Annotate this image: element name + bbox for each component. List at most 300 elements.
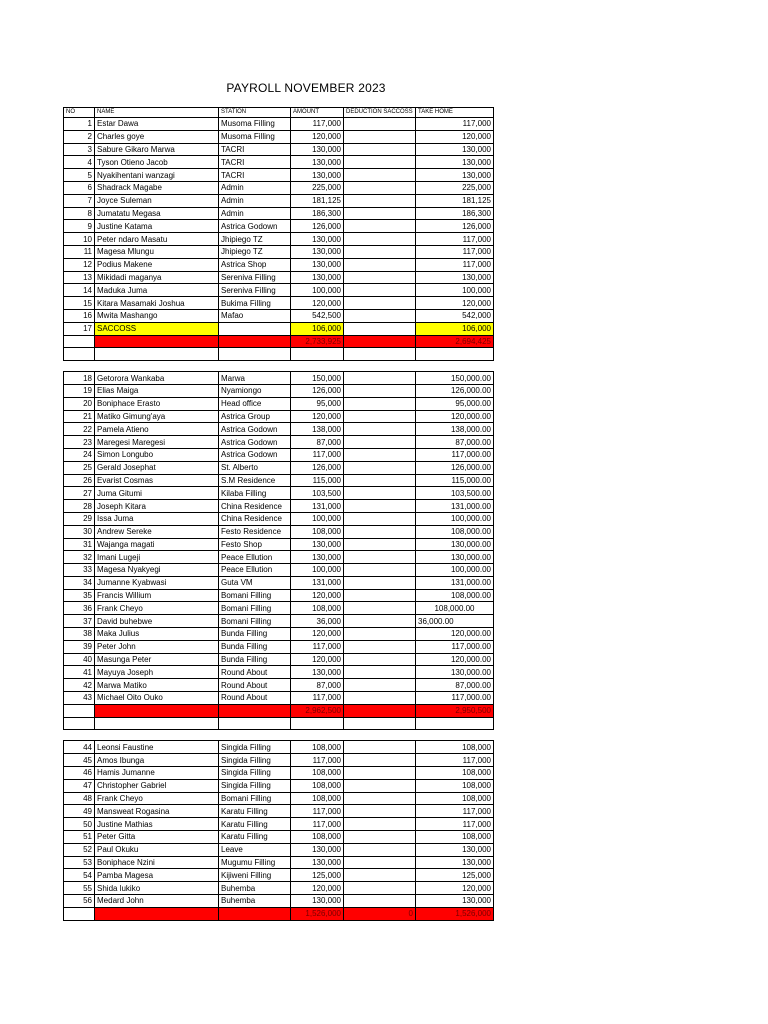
cell-station: Singida Filling: [219, 754, 291, 767]
cell-name: Masunga Peter: [95, 653, 219, 666]
blank-cell: [219, 717, 291, 730]
cell-no: 19: [64, 384, 95, 397]
cell-amount: 130,000: [291, 233, 344, 246]
table-row: [64, 461, 494, 474]
cell-station: Jhipiego TZ: [219, 245, 291, 258]
cell-amount: 120,000: [291, 130, 344, 143]
cell-name: Justine Katama: [95, 220, 219, 233]
cell-name: Mayuya Joseph: [95, 666, 219, 679]
cell-amount: 138,000: [291, 423, 344, 436]
cell-take-home: 108,000.00: [416, 589, 494, 602]
cell-deduction: [344, 805, 416, 818]
cell-take-home: 106,000: [416, 322, 494, 335]
cell-amount: 120,000: [291, 882, 344, 895]
total-take-home: 2,950,500: [416, 704, 494, 717]
cell-amount: 100,000: [291, 284, 344, 297]
cell-amount: 120,000: [291, 410, 344, 423]
cell-take-home: 130,000: [416, 143, 494, 156]
cell-amount: 130,000: [291, 895, 344, 908]
cell-amount: 130,000: [291, 156, 344, 169]
table-row: [64, 551, 494, 564]
cell-name: Imani Lugeji: [95, 551, 219, 564]
cell-no: 38: [64, 628, 95, 641]
cell-name: Nyakihentani wanzagi: [95, 169, 219, 182]
table-row: [64, 207, 494, 220]
cell-station: Bomani Filling: [219, 602, 291, 615]
cell-name: Maka Julius: [95, 628, 219, 641]
cell-amount: 103,500: [291, 487, 344, 500]
total-station-cell: [219, 335, 291, 348]
cell-name: Sabure Gikaro Marwa: [95, 143, 219, 156]
cell-take-home: 542,000: [416, 309, 494, 322]
table-row: [64, 143, 494, 156]
cell-name: Christopher Gabriel: [95, 779, 219, 792]
cell-name: David buhebwe: [95, 615, 219, 628]
table-row: [64, 538, 494, 551]
spacer-row: [64, 361, 494, 372]
cell-deduction: [344, 653, 416, 666]
cell-take-home: 130,000: [416, 856, 494, 869]
cell-deduction: [344, 500, 416, 513]
cell-deduction: [344, 754, 416, 767]
table-row: [64, 628, 494, 641]
cell-amount: 225,000: [291, 181, 344, 194]
cell-no: 24: [64, 448, 95, 461]
cell-take-home: 95,000.00: [416, 397, 494, 410]
cell-deduction: [344, 448, 416, 461]
blank-row: [64, 348, 494, 361]
cell-deduction: [344, 297, 416, 310]
table-row: [64, 653, 494, 666]
cell-no: 25: [64, 461, 95, 474]
cell-take-home: 108,000.00: [416, 602, 494, 615]
cell-name: Pamba Magesa: [95, 869, 219, 882]
cell-amount: 36,000: [291, 615, 344, 628]
cell-take-home: 117,000.00: [416, 640, 494, 653]
cell-name: Peter Gitta: [95, 831, 219, 844]
spacer-cell: [64, 730, 494, 741]
cell-station: Peace Ellution: [219, 564, 291, 577]
cell-name: Maduka Juma: [95, 284, 219, 297]
cell-name: Gerald Josephat: [95, 461, 219, 474]
cell-station: TACRI: [219, 143, 291, 156]
table-row: [64, 805, 494, 818]
cell-no: 35: [64, 589, 95, 602]
cell-amount: 108,000: [291, 792, 344, 805]
cell-name: Amos Ibunga: [95, 754, 219, 767]
table-row: [64, 615, 494, 628]
cell-deduction: [344, 194, 416, 207]
cell-no: 30: [64, 525, 95, 538]
cell-deduction: [344, 767, 416, 780]
cell-amount: 108,000: [291, 741, 344, 754]
cell-deduction: [344, 512, 416, 525]
cell-take-home: 103,500.00: [416, 487, 494, 500]
cell-station: TACRI: [219, 156, 291, 169]
cell-name: Pamela Atieno: [95, 423, 219, 436]
cell-deduction: [344, 258, 416, 271]
cell-take-home: 120,000: [416, 882, 494, 895]
total-station-cell: [219, 704, 291, 717]
cell-no: 47: [64, 779, 95, 792]
table-row: [64, 564, 494, 577]
table-row: [64, 220, 494, 233]
cell-station: [219, 322, 291, 335]
cell-deduction: [344, 679, 416, 692]
cell-station: Astrica Godown: [219, 423, 291, 436]
table-row: [64, 640, 494, 653]
cell-station: Astrica Godown: [219, 436, 291, 449]
cell-take-home: 130,000: [416, 271, 494, 284]
cell-station: Musoma Filling: [219, 118, 291, 131]
spacer-cell: [64, 361, 494, 372]
cell-take-home: 181,125: [416, 194, 494, 207]
cell-station: Festo Shop: [219, 538, 291, 551]
header-no: NO: [64, 108, 95, 118]
table-row: [64, 779, 494, 792]
table-row: [64, 118, 494, 131]
cell-name: Simon Longubo: [95, 448, 219, 461]
cell-amount: 150,000: [291, 372, 344, 385]
total-name-cell: [95, 907, 219, 920]
cell-name: Tyson Otieno Jacob: [95, 156, 219, 169]
cell-no: 53: [64, 856, 95, 869]
cell-take-home: 125,000: [416, 869, 494, 882]
table-row: [64, 576, 494, 589]
total-take-home: 2,694,425: [416, 335, 494, 348]
cell-deduction: [344, 410, 416, 423]
cell-amount: 117,000: [291, 818, 344, 831]
cell-amount: 108,000: [291, 779, 344, 792]
cell-station: Round About: [219, 666, 291, 679]
cell-take-home: 108,000: [416, 792, 494, 805]
table-row: [64, 181, 494, 194]
cell-deduction: [344, 487, 416, 500]
cell-deduction: [344, 169, 416, 182]
cell-station: Bunda Filling: [219, 653, 291, 666]
table-row: [64, 156, 494, 169]
total-no-cell: [64, 907, 95, 920]
cell-station: Round About: [219, 692, 291, 705]
cell-no: 45: [64, 754, 95, 767]
cell-amount: 117,000: [291, 754, 344, 767]
table-row: [64, 792, 494, 805]
cell-deduction: [344, 692, 416, 705]
table-row: [64, 856, 494, 869]
cell-no: 1: [64, 118, 95, 131]
cell-amount: 130,000: [291, 143, 344, 156]
cell-station: Bomani Filling: [219, 792, 291, 805]
table-row: [64, 384, 494, 397]
table-row: [64, 500, 494, 513]
cell-name: Jumatatu Megasa: [95, 207, 219, 220]
cell-amount: 542,500: [291, 309, 344, 322]
cell-take-home: 186,300: [416, 207, 494, 220]
cell-station: Astrica Godown: [219, 448, 291, 461]
cell-take-home: 126,000: [416, 220, 494, 233]
cell-no: 20: [64, 397, 95, 410]
cell-no: 28: [64, 500, 95, 513]
cell-no: 44: [64, 741, 95, 754]
cell-station: Admin: [219, 181, 291, 194]
cell-station: Peace Ellution: [219, 551, 291, 564]
table-row: [64, 410, 494, 423]
cell-take-home: 100,000.00: [416, 564, 494, 577]
cell-amount: 117,000: [291, 640, 344, 653]
cell-no: 7: [64, 194, 95, 207]
cell-no: 6: [64, 181, 95, 194]
cell-take-home: 108,000: [416, 831, 494, 844]
cell-station: Singida Filling: [219, 767, 291, 780]
cell-take-home: 36,000.00: [416, 615, 494, 628]
table-row: [64, 271, 494, 284]
cell-name: Mansweat Rogasina: [95, 805, 219, 818]
cell-station: Sereniva Filling: [219, 284, 291, 297]
cell-no: 56: [64, 895, 95, 908]
cell-take-home: 108,000: [416, 779, 494, 792]
cell-no: 3: [64, 143, 95, 156]
cell-no: 21: [64, 410, 95, 423]
cell-station: Kijiweni Filling: [219, 869, 291, 882]
cell-station: Buhemba: [219, 895, 291, 908]
total-no-cell: [64, 335, 95, 348]
cell-station: Jhipiego TZ: [219, 233, 291, 246]
cell-no: 36: [64, 602, 95, 615]
cell-station: China Residence: [219, 500, 291, 513]
cell-name: Shida lukiko: [95, 882, 219, 895]
cell-name: Hamis Jumanne: [95, 767, 219, 780]
cell-amount: 95,000: [291, 397, 344, 410]
cell-deduction: [344, 666, 416, 679]
cell-name: Juma Gitumi: [95, 487, 219, 500]
cell-deduction: [344, 602, 416, 615]
blank-cell: [64, 717, 95, 730]
cell-amount: 126,000: [291, 384, 344, 397]
cell-amount: 130,000: [291, 258, 344, 271]
total-amount: 1,526,000: [291, 907, 344, 920]
header-station: STATION: [219, 108, 291, 118]
cell-station: St. Alberto: [219, 461, 291, 474]
cell-take-home: 108,000: [416, 741, 494, 754]
cell-take-home: 130,000: [416, 169, 494, 182]
cell-station: Round About: [219, 679, 291, 692]
table-row: [64, 436, 494, 449]
cell-no: 40: [64, 653, 95, 666]
cell-amount: 117,000: [291, 692, 344, 705]
cell-name: Elias Maiga: [95, 384, 219, 397]
cell-no: 37: [64, 615, 95, 628]
cell-deduction: [344, 436, 416, 449]
cell-name: Peter John: [95, 640, 219, 653]
table-row: [64, 194, 494, 207]
cell-amount: 130,000: [291, 843, 344, 856]
cell-deduction: [344, 818, 416, 831]
cell-station: Mafao: [219, 309, 291, 322]
cell-station: Bunda Filling: [219, 628, 291, 641]
cell-name: Evarist Cosmas: [95, 474, 219, 487]
table-row: [64, 284, 494, 297]
cell-take-home: 117,000: [416, 818, 494, 831]
cell-no: 11: [64, 245, 95, 258]
cell-take-home: 130,000: [416, 843, 494, 856]
cell-station: Marwa: [219, 372, 291, 385]
cell-deduction: [344, 233, 416, 246]
cell-name: Paul Okuku: [95, 843, 219, 856]
table-row: [64, 869, 494, 882]
cell-deduction: [344, 156, 416, 169]
cell-station: Sereniva Filling: [219, 271, 291, 284]
header-name: NAME: [95, 108, 219, 118]
cell-amount: 100,000: [291, 512, 344, 525]
table-row: [64, 423, 494, 436]
cell-amount: 115,000: [291, 474, 344, 487]
table-row: [64, 372, 494, 385]
cell-take-home: 120,000.00: [416, 628, 494, 641]
cell-amount: 108,000: [291, 831, 344, 844]
total-name-cell: [95, 335, 219, 348]
cell-take-home: 117,000: [416, 233, 494, 246]
cell-deduction: [344, 372, 416, 385]
table-row: [64, 397, 494, 410]
cell-amount: 108,000: [291, 602, 344, 615]
cell-station: S.M Residence: [219, 474, 291, 487]
cell-deduction: [344, 538, 416, 551]
total-station-cell: [219, 907, 291, 920]
cell-no: 14: [64, 284, 95, 297]
cell-no: 54: [64, 869, 95, 882]
cell-take-home: 117,000.00: [416, 448, 494, 461]
cell-name: Magesa Nyakyegi: [95, 564, 219, 577]
cell-deduction: [344, 423, 416, 436]
table-row: [64, 602, 494, 615]
blank-cell: [344, 717, 416, 730]
cell-deduction: [344, 525, 416, 538]
cell-deduction: [344, 397, 416, 410]
section-total-row: [64, 704, 494, 717]
cell-take-home: 108,000.00: [416, 525, 494, 538]
table-row: [64, 309, 494, 322]
cell-station: Kilaba Filling: [219, 487, 291, 500]
cell-take-home: 100,000: [416, 284, 494, 297]
cell-take-home: 117,000: [416, 258, 494, 271]
cell-no: 32: [64, 551, 95, 564]
cell-name: Francis Willium: [95, 589, 219, 602]
cell-no: 16: [64, 309, 95, 322]
table-row: [64, 474, 494, 487]
cell-deduction: [344, 576, 416, 589]
cell-deduction: [344, 741, 416, 754]
cell-take-home: 131,000.00: [416, 576, 494, 589]
page-title: PAYROLL NOVEMBER 2023: [226, 81, 386, 95]
cell-deduction: [344, 245, 416, 258]
cell-station: Admin: [219, 194, 291, 207]
cell-amount: 87,000: [291, 679, 344, 692]
cell-name: Mikidadi maganya: [95, 271, 219, 284]
table-row: [64, 767, 494, 780]
cell-name: Michael Oito Ouko: [95, 692, 219, 705]
cell-deduction: [344, 130, 416, 143]
spacer-row: [64, 730, 494, 741]
cell-station: Bukima Filling: [219, 297, 291, 310]
cell-amount: 131,000: [291, 576, 344, 589]
cell-no: 23: [64, 436, 95, 449]
header-amount: AMOUNT: [291, 108, 344, 118]
cell-amount: 100,000: [291, 564, 344, 577]
cell-deduction: [344, 895, 416, 908]
cell-amount: 130,000: [291, 666, 344, 679]
cell-take-home: 117,000: [416, 754, 494, 767]
cell-take-home: 130,000.00: [416, 538, 494, 551]
table-row: [64, 512, 494, 525]
cell-no: 22: [64, 423, 95, 436]
cell-no: 48: [64, 792, 95, 805]
cell-deduction: [344, 869, 416, 882]
table-row: [64, 297, 494, 310]
table-row: [64, 666, 494, 679]
blank-cell: [95, 717, 219, 730]
table-row: [64, 741, 494, 754]
cell-take-home: 120,000.00: [416, 653, 494, 666]
cell-take-home: 87,000.00: [416, 679, 494, 692]
cell-name: Mwita Mashango: [95, 309, 219, 322]
cell-deduction: [344, 271, 416, 284]
cell-station: Bunda Filling: [219, 640, 291, 653]
cell-no: 27: [64, 487, 95, 500]
cell-amount: 87,000: [291, 436, 344, 449]
cell-take-home: 130,000.00: [416, 551, 494, 564]
cell-station: Karatu Filling: [219, 805, 291, 818]
cell-take-home: 130,000.00: [416, 666, 494, 679]
cell-no: 5: [64, 169, 95, 182]
total-amount: 2,733,925: [291, 335, 344, 348]
cell-no: 29: [64, 512, 95, 525]
cell-amount: 130,000: [291, 538, 344, 551]
cell-name: Charles goye: [95, 130, 219, 143]
table-row: [64, 843, 494, 856]
cell-no: 8: [64, 207, 95, 220]
header-deduction: DEDUCTION SACCOSS: [344, 108, 416, 118]
table-row: [64, 245, 494, 258]
cell-deduction: [344, 792, 416, 805]
cell-deduction: [344, 118, 416, 131]
table-row: [64, 448, 494, 461]
cell-name: Kitara Masamaki Joshua: [95, 297, 219, 310]
cell-deduction: [344, 779, 416, 792]
cell-no: 43: [64, 692, 95, 705]
table-row: [64, 130, 494, 143]
cell-name: Shadrack Magabe: [95, 181, 219, 194]
cell-no: 42: [64, 679, 95, 692]
cell-name: Joyce Suleman: [95, 194, 219, 207]
cell-station: Astrica Shop: [219, 258, 291, 271]
cell-deduction: [344, 309, 416, 322]
cell-name: SACCOSS: [95, 322, 219, 335]
table-row: [64, 169, 494, 182]
cell-station: Admin: [219, 207, 291, 220]
cell-deduction: [344, 384, 416, 397]
cell-station: TACRI: [219, 169, 291, 182]
cell-name: Matiko Gimung'aya: [95, 410, 219, 423]
cell-name: Wajanga magati: [95, 538, 219, 551]
cell-no: 33: [64, 564, 95, 577]
cell-name: Medard John: [95, 895, 219, 908]
cell-no: 39: [64, 640, 95, 653]
table-row: [64, 525, 494, 538]
cell-amount: 130,000: [291, 169, 344, 182]
total-deduction: [344, 335, 416, 348]
cell-amount: 120,000: [291, 589, 344, 602]
payroll-table-body: [64, 108, 494, 921]
